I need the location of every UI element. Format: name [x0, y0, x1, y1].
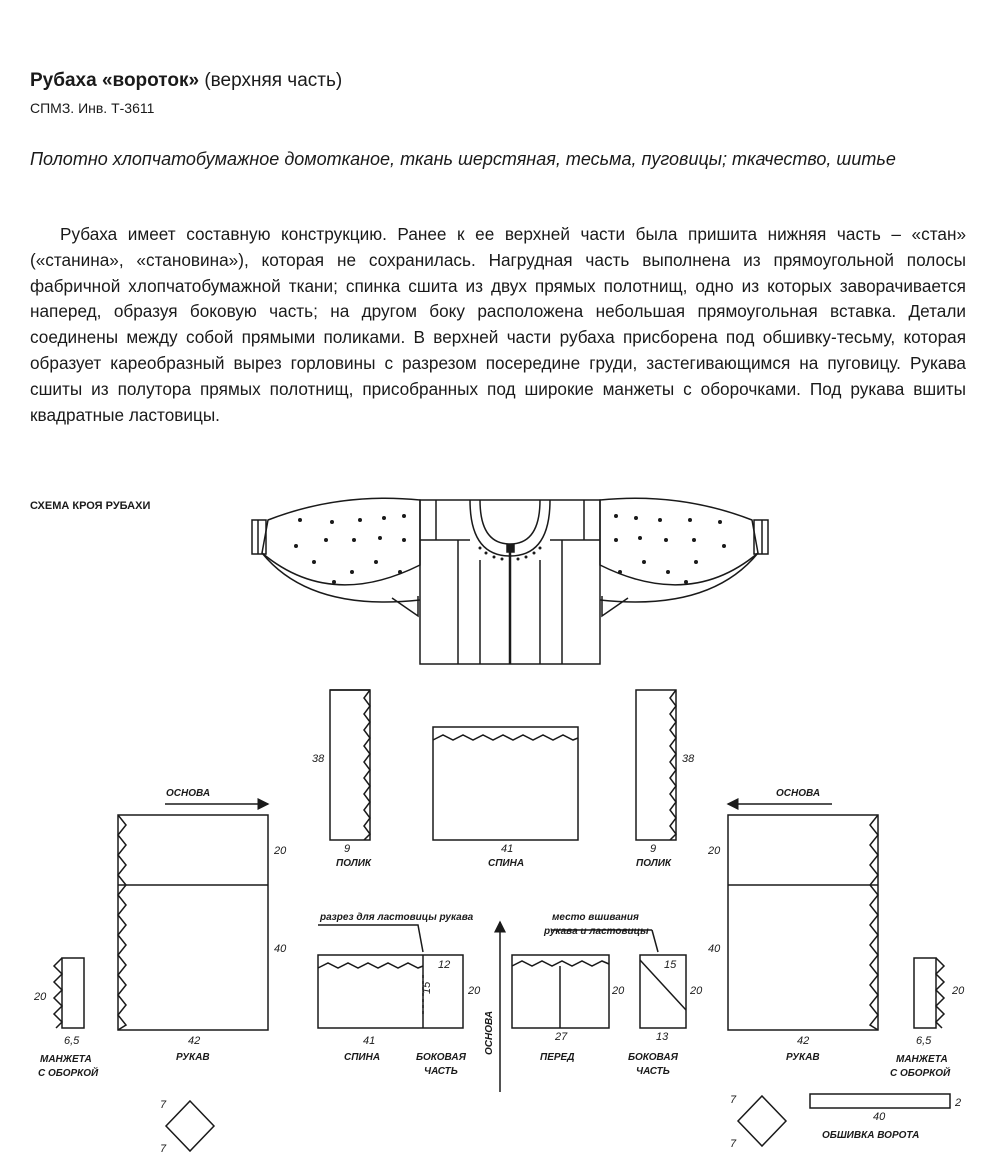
front-height: 20 — [612, 985, 625, 997]
left-sleeve-drawing — [262, 498, 420, 585]
cuff-right-label-2: С ОБОРКОЙ — [890, 1068, 951, 1079]
materials-line: Полотно хлопчатобумажное домотканое, ткань шерстяная, тесьма, пуговицы; ткачество, шитье — [30, 149, 896, 169]
sleeve-left-label: РУКАВ — [176, 1052, 210, 1063]
left-cuff-drawing — [252, 520, 266, 554]
gusset-right-dim-top: 7 — [730, 1094, 737, 1106]
back-bottom-dim-15: 15 — [421, 981, 433, 994]
side-part-width: 13 — [656, 1031, 669, 1043]
inventory-number: СПМЗ. Инв. Т-3611 — [30, 100, 155, 116]
collar-band-label: ОБШИВКА ВОРОТА — [822, 1130, 920, 1141]
back-bottom-height: 20 — [468, 985, 481, 997]
side-part-height: 20 — [690, 985, 703, 997]
collar-band-piece — [810, 1094, 950, 1108]
cuff-left-height: 20 — [34, 991, 47, 1003]
collar-band-height: 2 — [955, 1097, 962, 1109]
back-top-width: 41 — [501, 843, 514, 855]
back-top-piece — [433, 727, 578, 840]
cuff-left-piece — [54, 958, 84, 1028]
cuff-right-piece — [914, 958, 944, 1028]
front-label: ПЕРЕД — [540, 1052, 575, 1063]
side-part-piece — [640, 955, 686, 1028]
side-part-dim-15: 15 — [664, 959, 677, 971]
side-part-label-1: БОКОВАЯ — [628, 1052, 678, 1063]
polik-right-height: 38 — [682, 753, 695, 765]
sleeve-left-arrow-label: ОСНОВА — [166, 788, 211, 799]
back-bottom-note: разрез для ластовицы рукава — [320, 912, 474, 923]
polik-right-width: 9 — [650, 843, 657, 855]
front-width: 27 — [555, 1031, 568, 1043]
gusset-left-dim-bottom: 7 — [160, 1143, 167, 1155]
sleeve-left-width: 42 — [188, 1035, 201, 1047]
polik-left-label: ПОЛИК — [336, 858, 372, 869]
center-axis-label: ОСНОВА — [484, 1010, 495, 1055]
cuff-right-width: 6,5 — [916, 1035, 932, 1047]
sleeve-right-arrow-label: ОСНОВА — [776, 788, 821, 799]
cuff-left-width: 6,5 — [64, 1035, 80, 1047]
polik-left-piece — [330, 690, 370, 840]
back-bottom-width: 41 — [363, 1035, 376, 1047]
sleeve-right-label: РУКАВ — [786, 1052, 820, 1063]
cuff-right-label-1: МАНЖЕТА — [896, 1054, 948, 1065]
right-cuff-drawing — [754, 520, 768, 554]
title-main: Рубаха «вороток» — [30, 70, 200, 91]
side-part-label-2: ЧАСТЬ — [636, 1066, 670, 1077]
cuff-left-label-2: С ОБОРКОЙ — [38, 1068, 99, 1079]
polik-right-piece — [636, 690, 676, 840]
gusset-left-piece — [166, 1101, 214, 1151]
right-sleeve-drawing — [600, 498, 758, 585]
sleeve-right-width: 42 — [797, 1035, 810, 1047]
polik-left-height: 38 — [312, 753, 325, 765]
front-piece — [512, 930, 658, 1028]
sleeve-right-dim-lower: 40 — [708, 943, 721, 955]
collar-band-width: 40 — [873, 1111, 886, 1123]
schema-heading: СХЕМА КРОЯ РУБАХИ — [30, 500, 151, 512]
gusset-left-dim-top: 7 — [160, 1099, 167, 1111]
sleeve-right-dim-upper: 20 — [708, 845, 721, 857]
gusset-right-piece — [738, 1096, 786, 1146]
polik-left-width: 9 — [344, 843, 351, 855]
back-bottom-dim-12: 12 — [438, 959, 451, 971]
sleeve-left-piece — [118, 804, 268, 1030]
cuff-right-height: 20 — [952, 985, 965, 997]
back-top-label: СПИНА — [488, 858, 525, 869]
shirt-illustration — [252, 498, 768, 664]
back-bottom-side-label-2: ЧАСТЬ — [424, 1066, 458, 1077]
sleeve-left-dim-lower: 40 — [274, 943, 287, 955]
front-note-2: рукава и ластовицы — [544, 926, 649, 937]
polik-right-label: ПОЛИК — [636, 858, 672, 869]
sleeve-left-dim-upper: 20 — [274, 845, 287, 857]
title-subtitle: (верхняя часть) — [199, 70, 343, 91]
back-bottom-label: СПИНА — [344, 1052, 381, 1063]
back-bottom-piece — [318, 925, 463, 1028]
gusset-right-dim-bottom: 7 — [730, 1138, 737, 1150]
front-note-1: место вшивания — [552, 912, 639, 923]
back-bottom-side-label-1: БОКОВАЯ — [416, 1052, 466, 1063]
description-paragraph: Рубаха имеет составную конструкцию. Ранее к ее верхней части была пришита нижняя часть – «стан» («станина», «становина»), которая не сохранилась. Нагрудная часть выполнена из прямоугольной полосы фабричной хлопчатобумажной ткани; спинка сшита из двух прямых полотнищ, одно из которых заворачивается наперед, образуя боковую часть; на другом боку расположена небольшая прямоугольная вставка. Детали соединены между собой прямыми поликами. В верхней части рубаха присборена под обшивку-тесьму, которая образует карeобразный вырез горловины с разрезом посередине груди, застегивающимся на пуговицу. Рукава сшиты из полутора прямых полотнищ, присобранных под широкие манжеты с оборочками. Под рукава вшиты квадратные ластовицы. — [30, 224, 966, 425]
sleeve-right-piece — [728, 804, 878, 1030]
cuff-left-label-1: МАНЖЕТА — [40, 1054, 92, 1065]
